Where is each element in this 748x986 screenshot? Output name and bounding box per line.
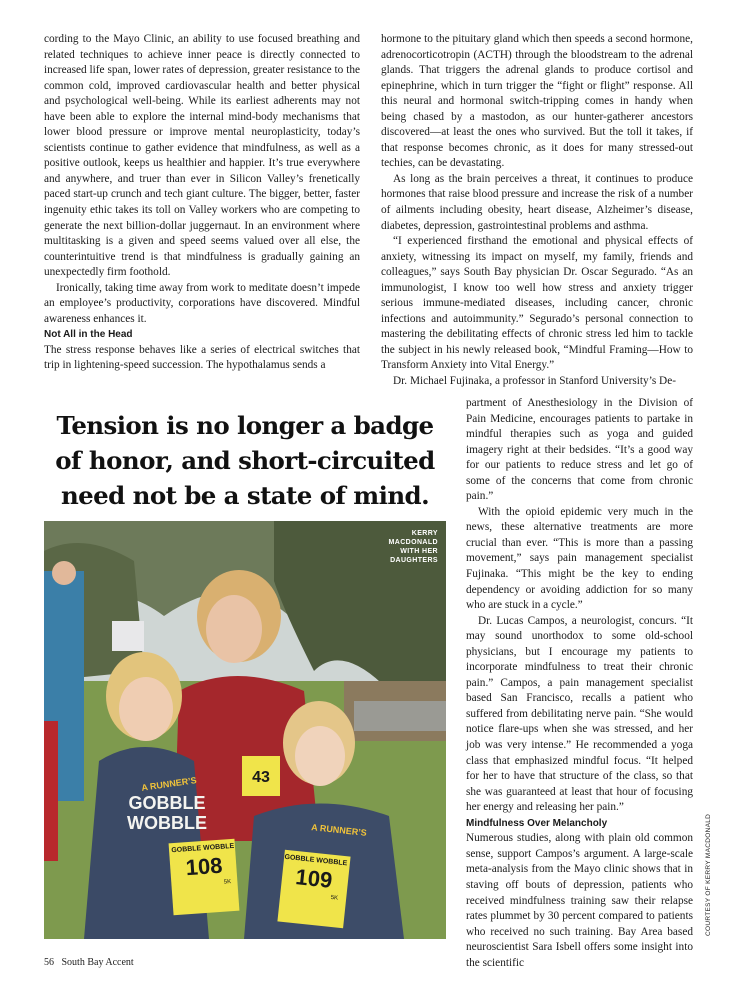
paragraph: hormone to the pituitary gland which then speeds a second hormone, adrenocorticotropin (ACTH) through the bloodstream to the adrenal glands. That triggers the adrenal glands to produce cortisol and epinephrine, which in turn trigger the “fight or flight” response. All this neural and hormonal switch-tripping comes in handy when being chased by a mastodon, as our hunter-gatherer ancestors discovered—at least the ones who survived. But the toll it takes, if that response becomes chronic, as it does for many stressed-out techies, can be devastating. xyxy=(381,33,693,170)
paragraph: The stress response behaves like a series of electrical switches that trip in lightening-speed succession. The hypothalamus sends a xyxy=(44,343,360,372)
left-column xyxy=(44,32,360,374)
photo-illustration xyxy=(44,521,446,939)
paragraph: cording to the Mayo Clinic, an ability to use focused breathing and related techniques to achieve inner peace is directly connected to increased life span, lower rates of depression, greater resistance to the common cold, improved cardiovascular health and better physical and psychological well-being. While its earliest adherents may not have been able to explore the internal mind-body mechanisms that lower blood pressure or improve mental neuroplasticity, today’s scientists continue to gather evidence that mindfulness, as well as a positive outlook, keeps us healthier and happier. It’s true everywhere and anywhere, and truer than ever in Silicon Valley’s frenetically paced start-up crunch and tech giant culture. The bigger, better, faster ingenuity ethic takes its toll on Valley workers who are competing to generate the next billion-dollar juggernaut. In an environment where multitasking is a given and speed seems valued over all else, the counterintuitive trend is that mindfulness is gradually gaining an unexpectedly firm foothold. xyxy=(44,33,360,279)
paragraph: As long as the brain perceives a threat, it continues to produce hormones that raise blood pressure and increase the risk of a number of ailments including obesity, heart disease, Alzheimer’s disease, diabetes, depression, gastrointestinal problems and asthma. xyxy=(381,172,693,232)
photo-credit: COURTESY OF KERRY MACDONALD xyxy=(705,813,712,936)
pull-quote: Tension is no longer a badge of honor, and short-circuited need not be a state of mind. xyxy=(55,411,435,510)
bib-left: GOBBLE WOBBLE 108 5K xyxy=(171,842,235,886)
page-folio: 56 South Bay Accent xyxy=(44,957,134,968)
bib-mom: 43 xyxy=(252,769,270,786)
section-heading: Mindfulness Over Melancholy xyxy=(466,817,608,829)
right-column-lower xyxy=(466,396,693,971)
shirt-text-right: A RUNNER’S xyxy=(310,822,368,838)
photo-caption: KERRY MACDONALD WITH HER DAUGHTERS xyxy=(388,530,438,564)
paragraph: Numerous studies, along with plain old common sense, support Campos’s argument. A large-scale meta-analysis from the Mayo clinic shows that in staving off bouts of depression, patients who received mindfulness training saw their relapse rates plummet by 30 percent compared to patients who received no such training. Bay Area based neuroscientist Sara Isbell offers some insight into the scientific xyxy=(466,832,693,969)
paragraph: partment of Anesthesiology in the Division of Pain Medicine, encourages patients to partake in mindful therapies such as yoga and guided imagery right at their bedsides. “It’s a good way for our patients to reduce stress and let go of some of the concerns that come from chronic pain.” xyxy=(466,397,693,503)
right-column xyxy=(381,32,693,390)
section-heading: Not All in the Head xyxy=(44,329,133,341)
shirt-text-left: A RUNNER’S xyxy=(140,775,198,793)
family-photo xyxy=(44,521,446,939)
paragraph: Dr. Lucas Campos, a neurologist, concurs. “It may sound unorthodox to some old-school physicians, but I encourage my patients to incorporate mindfulness to treat their chronic pain.” Campos, a pain management specialist based San Francisco, recalls a patient who suffered from debilitating nerve pain. “She would notice flare-ups when she was stressed, and her job was very intense.” He recommended a yoga class that emphasized mindful focus. “It helped for her to have that structure of the class, so that she was guaranteed at least that hour of focusing her energy and releasing her pain.” xyxy=(466,614,693,814)
bib-right: GOBBLE WOBBLE 109 5K xyxy=(284,853,348,902)
paragraph: Dr. Michael Fujinaka, a professor in Stanford University’s De- xyxy=(393,375,676,388)
paragraph: With the opioid epidemic very much in the news, these alternative treatments are more crucial than ever. “This is more than a passing movement,” says pain management specialist Fujinaka. “This might be the key to ending dependency or avoiding addiction for so many who are stuck in a cycle.” xyxy=(466,505,693,612)
shirt-text-left-big: GOBBLE WOBBLE xyxy=(127,793,207,833)
paragraph: Ironically, taking time away from work to meditate doesn’t impede an employee’s productivity, corporations have discovered. Mindful awareness enhances it. xyxy=(44,281,360,325)
paragraph: “I experienced firsthand the emotional and physical effects of anxiety, witnessing its impact on myself, my family, friends and colleagues,” says South Bay physician Dr. Oscar Segurado. “As an immunologist, I know too well how stress and anxiety trigger serious immune-mediated diseases, including cancer, chronic infections and autoimmunity.” Segurado’s personal connection to mastering the debilitating effects of chronic stress led him to tackle the subject in his newly released book, “Mindful Framing—How to Transform Anxiety into Vital Energy.” xyxy=(381,235,693,372)
